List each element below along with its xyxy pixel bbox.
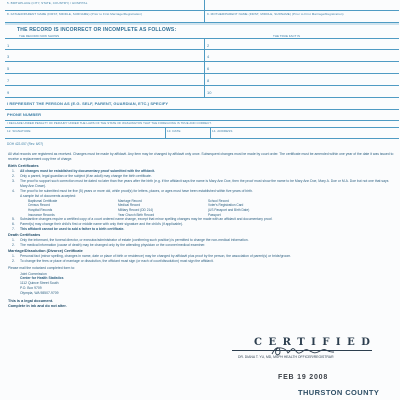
list-item: 5. Substantive changes require a certified copy of a court ordered name change, except that minor spelling changes may be made with an affidavit and documentary proof.	[12, 217, 273, 222]
certified-stamp: CERTIFIED	[254, 337, 377, 348]
list-item: 7. This affidavit cannot be used to add a father to a birth certificate.	[12, 227, 125, 232]
record-shows-header: THE RECORD NOW SHOWS	[19, 34, 60, 38]
form-code: DOH 422-057 (Rev. 6/07)	[7, 142, 44, 146]
date-label: 13. DATE	[167, 129, 181, 133]
correction-row-4[interactable]: 7 8	[5, 74, 399, 86]
list-item: 1. Personal fact (minor spelling, changes in name, date or place of birth or residence) may be changed by affidavit plus proof by the person, the association of parent(s) or bride/groom.	[12, 254, 292, 259]
correction-form	[5, 0, 399, 175]
father-name-label: 8. FATHER/PARENT NAME (FIRST, MIDDLE, SURNAME) (Prior to First Marriage/Registration)	[7, 12, 143, 16]
birth-heading: Birth Certificates	[8, 163, 39, 168]
address-label: 14. ADDRESS	[212, 129, 233, 133]
correction-row-5[interactable]: 9 10	[5, 86, 399, 98]
registrar-name: DR. DIANA T. YU, MD, MSPH HEALTH OFFICER/REGISTRAR	[238, 355, 334, 359]
mother-name-label: 9. MOTHER/PARENT NAME (FIRST, MIDDLE, SURNAME) (Prior to First Marriage/Registration)	[207, 12, 344, 16]
list-item: 1. Only the informant, the funeral director, or executor/administrator of estate (confirming such position) is permitted to change the non-medical information.	[12, 238, 249, 243]
true-fact-header: THE TRUE FACT IS	[273, 34, 301, 38]
legal-note: This is a legal document.	[8, 298, 54, 303]
instructions	[8, 152, 396, 309]
list-item: 2. Only a parent, legal guardian or the subject (if an adult) may change the birth certificate.	[12, 173, 152, 178]
marriage-heading: Marriage/Dissolution (Divorce) Certificate	[8, 249, 83, 254]
documents-list: Baptismal Certificate Marriage Record School Record Census Record Medical Record Voter's Registration Card Hospital Records Military Record (DD 214) (US Passport and Birth Date) Insurance Records Year Church Birth Record Passport	[28, 198, 250, 217]
list-item: 4. The proof to be submitted must be five (5) years or more old, while proof(s) for letters, places, or ages must have been established within five years of birth.	[12, 188, 253, 193]
birthplace-label: 5. BIRTHPLACE (CITY, STATE, COUNTRY) / HOSPITAL	[7, 1, 88, 5]
docs-intro: A sample list of documents accepted:	[20, 193, 76, 198]
correction-row-1[interactable]: 1 2	[5, 38, 399, 50]
list-item: 6. Parent(s) may change their child's first or middle name with only their signature and the child's (if applicable).	[12, 222, 183, 227]
phone-label: PHONE NUMBER	[7, 112, 42, 117]
represent-row[interactable]	[5, 98, 399, 110]
certification-date: FEB 19 2008	[278, 374, 329, 381]
declaration-text: I DECLARE UNDER PENALTY OF PERJURY UNDER THE LAWS OF THE STATE OF WASHINGTON THAT THE FOREGOING IS TRUE AND CORRECT.	[7, 121, 212, 125]
county-name: THURSTON COUNTY	[298, 388, 380, 397]
birthplace-row	[5, 0, 399, 11]
list-item: 2. The medical information (cause of death) may be changed only by the attending physician or the coroner/medical examiner.	[12, 243, 206, 248]
signature-row[interactable]	[5, 127, 399, 139]
signature-label: 12. SIGNATURE	[7, 129, 31, 133]
intro-paragraph: All vital records are registered as received. Changes must be made by affidavit. Any item may be changed by affidavit only once. Subsequent changes must be made by court order. The certificate must be amended within one year of the date it was issued to receive a replacement copy free of charge.	[8, 152, 394, 162]
parents-row	[5, 11, 399, 23]
list-item: 1. All changes must be established by documentary proof submitted with the affidavit.	[12, 168, 156, 173]
represent-label: I REPRESENT THE PERSON AS (E.G. SELF, PARENT, GUARDIAN, ETC.) SPECIFY	[7, 101, 169, 106]
list-item: 3. The proof to support such correction must be dated no later than five years after the birth (e.g. if the affidavit says the name is Mary Ann Doe, then the proof must show the name to be Mary Ann Doe, Mary A. Doe or M.A. Doe but not one that says Mary Ann Dowe).	[12, 178, 389, 188]
incorrect-banner: THE RECORD IS INCORRECT OR INCOMPLETE AS FOLLOWS:	[17, 27, 177, 33]
list-item: 2. To change the fees or place of marriage or dissolution, the officiant must sign (or each of court/dissolution) must sign the affidavit.	[12, 259, 214, 264]
correction-row-2[interactable]: 3 4	[5, 50, 399, 62]
ink-note: Complete in ink and do not alter.	[8, 303, 67, 308]
mailing-address: Joint Commission Center for Health Statistics 1112 Quince Street South P.O. Box 9709 Olympia, WA 98507-9709	[20, 271, 64, 295]
mail-instruction: Please mail the notarized completed form to:	[8, 266, 76, 271]
correction-row-3[interactable]: 5 6	[5, 62, 399, 74]
phone-row[interactable]	[5, 110, 399, 121]
death-heading: Death Certificates	[8, 233, 41, 238]
